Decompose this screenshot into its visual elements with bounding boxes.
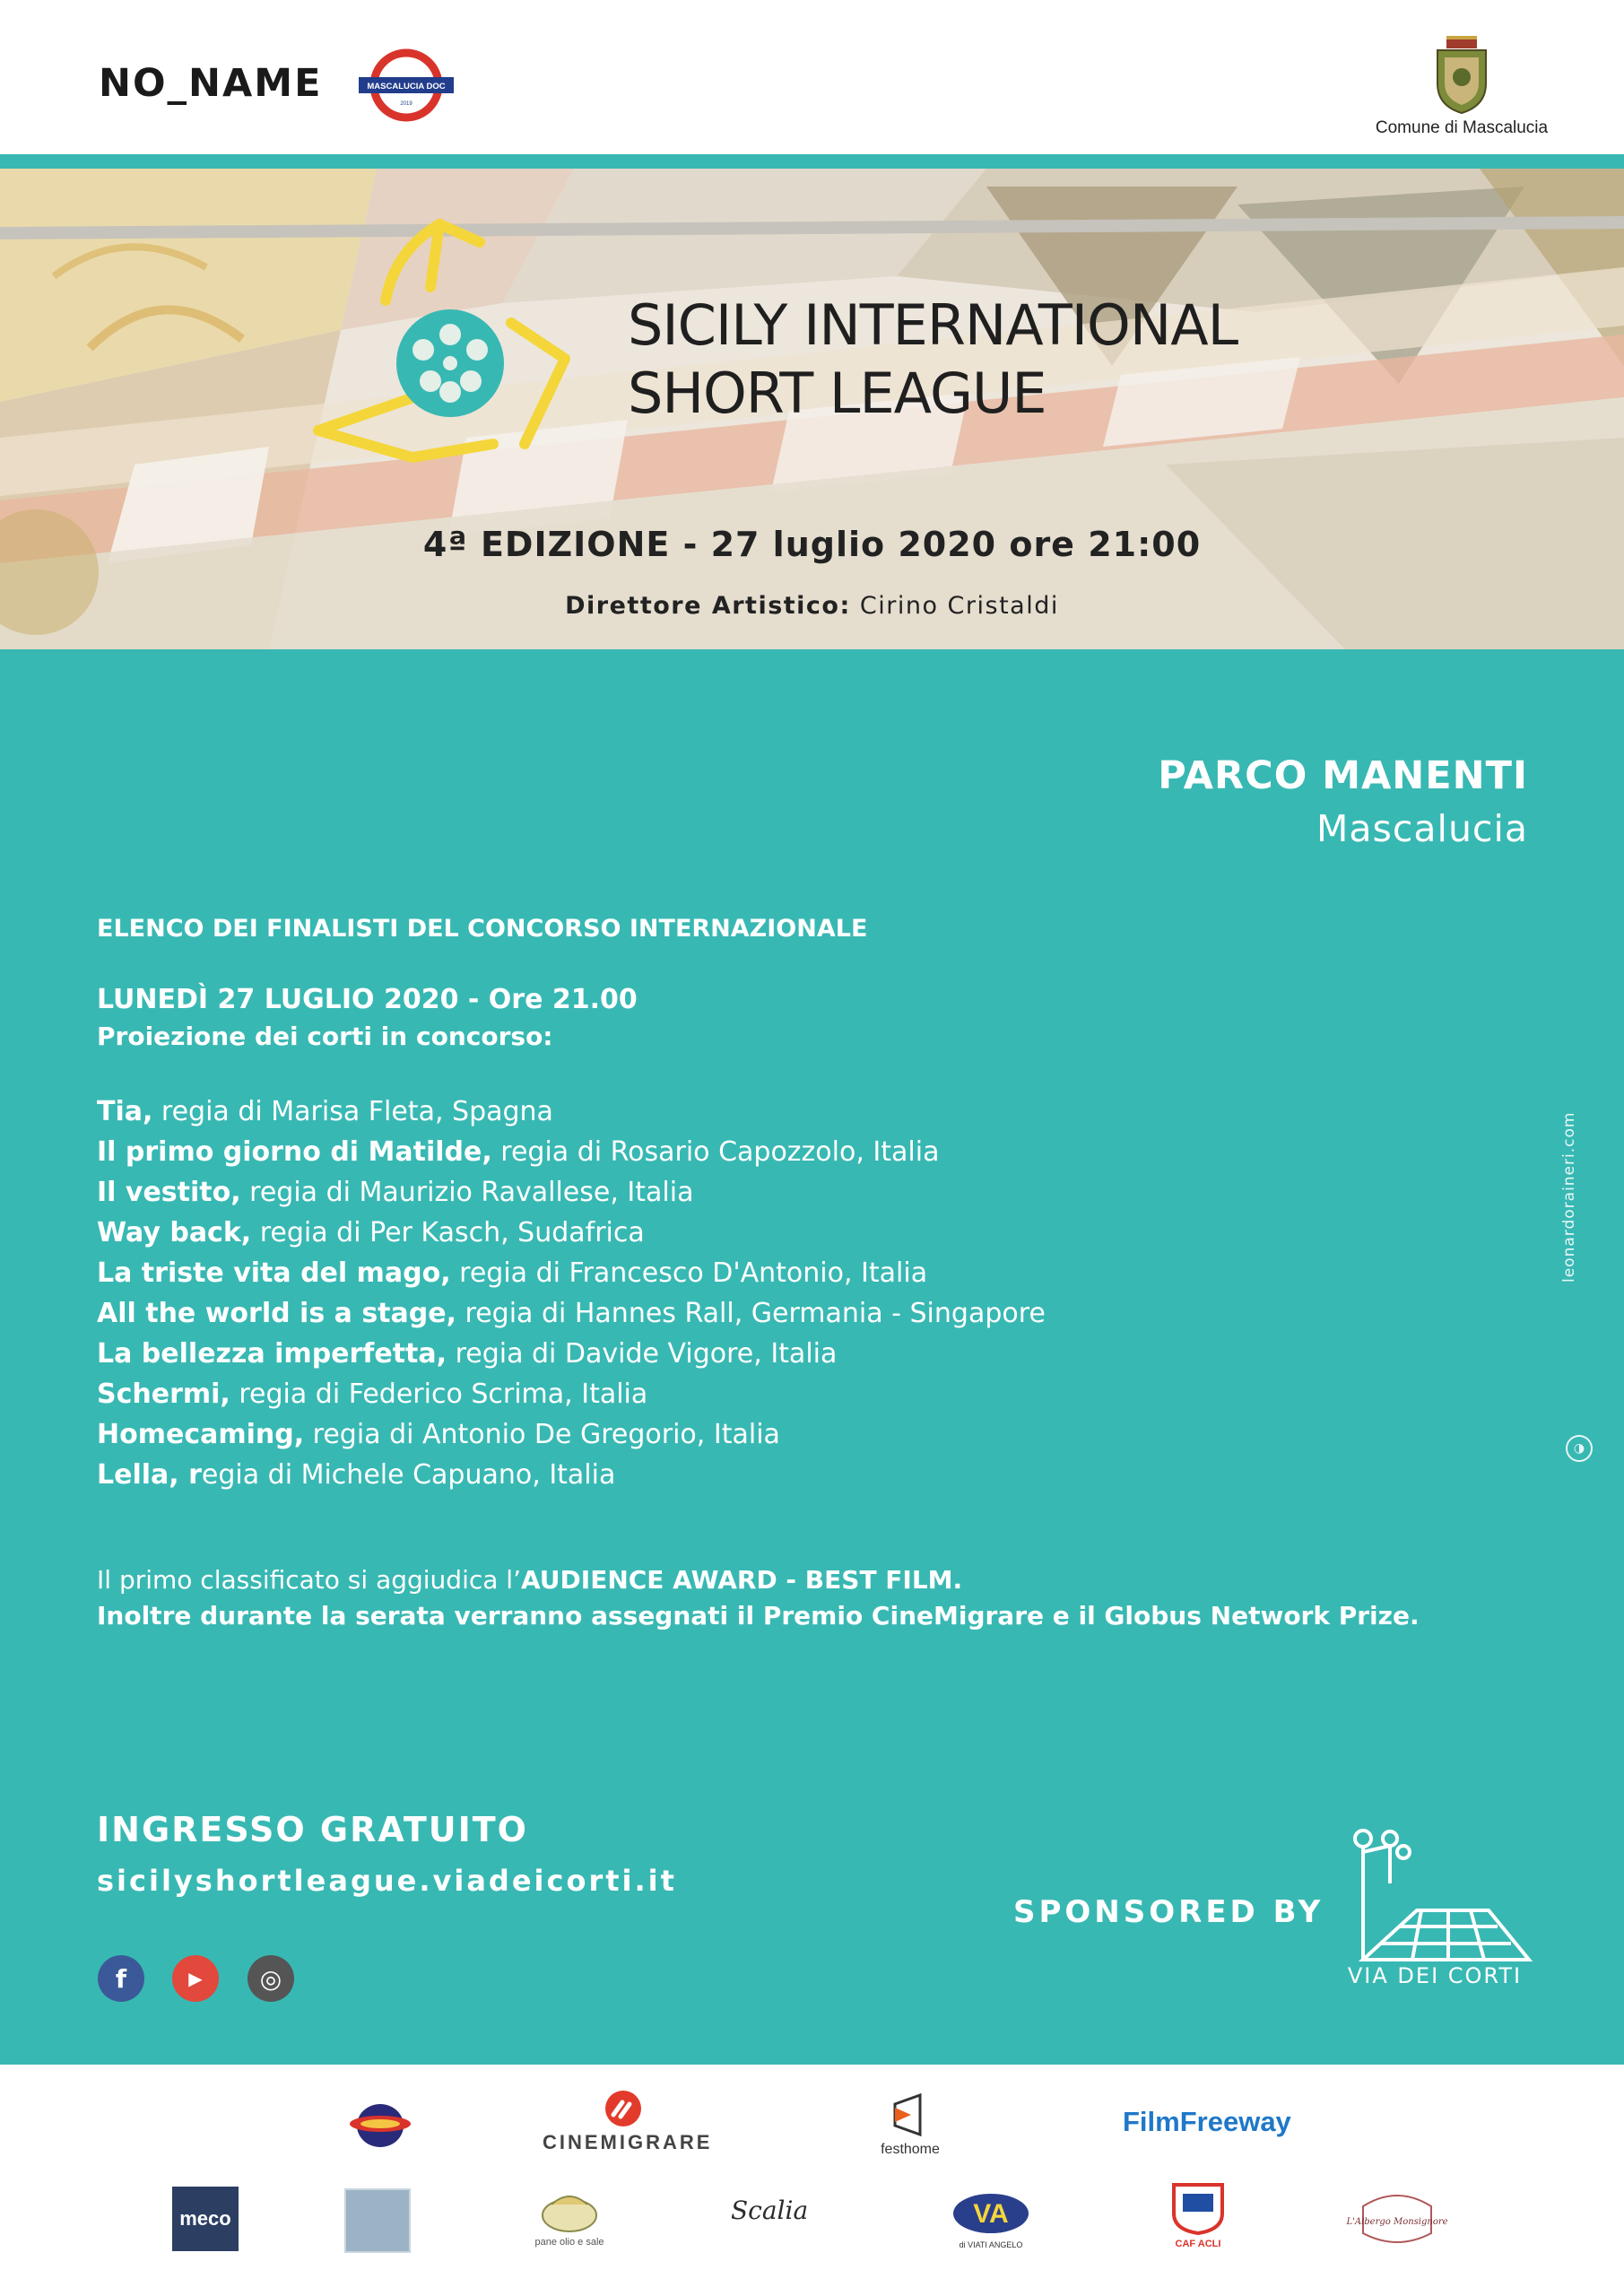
edition-date: 4ª EDIZIONE - 27 luglio 2020 ore 21:00	[422, 525, 1202, 564]
noname-logo: NO_NAME	[99, 61, 323, 106]
albergo-monsignore-icon	[1346, 2188, 1448, 2248]
divider-stripe	[0, 154, 1624, 169]
sponsor-strip	[0, 2065, 1624, 2296]
director-name: Cirino Cristaldi	[859, 592, 1059, 620]
designer-credit: leonardoraineri.com	[1560, 1111, 1578, 1283]
sponsored-by-label: SPONSORED BY	[1013, 1894, 1324, 1930]
globus-logo	[348, 2099, 413, 2149]
comune-label: Comune di Mascalucia	[1375, 118, 1549, 137]
meco-logo	[172, 2187, 239, 2251]
caf-acli-text: CAF ACLI	[1175, 2239, 1221, 2249]
free-entry: INGRESSO GRATUITO	[97, 1810, 528, 1849]
film-details: regia di Davide Vigore, Italia	[447, 1338, 838, 1370]
caf-acli-logo	[1162, 2181, 1234, 2249]
cinemigrare-mark-icon	[603, 2090, 644, 2127]
film-item	[97, 1091, 1046, 1132]
director-label: Direttore Artistico:	[565, 592, 851, 620]
venue-city: Mascalucia	[1316, 807, 1528, 850]
film-title: Way back,	[97, 1217, 252, 1248]
film-details: regia di Rosario Capozzolo, Italia	[491, 1136, 940, 1168]
mascalucia-doc-logo	[357, 49, 456, 121]
website-link[interactable]: sicilyshortleague.viadeicorti.it	[97, 1864, 677, 1898]
albergo-text: L'Albergo Monsignore	[1346, 2217, 1448, 2227]
film-title: Lella, r	[97, 1459, 202, 1491]
pane-olio-sale-text: pane olio e sale	[534, 2237, 604, 2248]
film-title: Tia,	[97, 1096, 153, 1127]
projection-heading: Proiezione dei corti in concorso:	[97, 1022, 553, 1051]
comune-crest-icon	[1430, 34, 1493, 115]
facebook-icon[interactable]: f	[98, 1955, 144, 2002]
pane-olio-sale-icon	[538, 2188, 601, 2233]
film-title: Homecaming,	[97, 1419, 305, 1450]
pane-olio-sale-logo	[529, 2188, 610, 2248]
film-details: regia di Antonio De Gregorio, Italia	[304, 1419, 780, 1450]
sant-angelo-icon	[948, 2188, 1034, 2237]
film-item	[97, 1253, 1046, 1293]
festhome-text: festhome	[881, 2142, 940, 2157]
film-details: regia di Maurizio Ravallese, Italia	[240, 1177, 694, 1208]
film-item	[97, 1293, 1046, 1334]
award-line	[97, 1565, 962, 1595]
film-details: regia di Francesco D'Antonio, Italia	[450, 1257, 928, 1289]
festhome-mark-icon	[888, 2092, 933, 2138]
via-dei-corti-logo	[1336, 1812, 1533, 1964]
film-item	[97, 1213, 1046, 1253]
venue-name: PARCO MANENTI	[1158, 753, 1528, 798]
film-list	[97, 1091, 1046, 1495]
film-item	[97, 1455, 1046, 1495]
sant-angelo-logo	[946, 2188, 1036, 2249]
film-item	[97, 1172, 1046, 1213]
scalia-logo: Scalia	[731, 2196, 809, 2225]
sant-angelo-text: di VIATI ANGELO	[959, 2240, 1023, 2249]
film-title: Schermi,	[97, 1378, 230, 1410]
screening-date: LUNEDÌ 27 LUGLIO 2020 - Ore 21.00	[97, 984, 638, 1015]
cinemigrare-logo	[543, 2090, 713, 2154]
film-item	[97, 1414, 1046, 1455]
cornice-logo	[344, 2188, 411, 2253]
sponsor-name: VIA DEI CORTI	[1347, 1963, 1523, 1988]
caf-acli-icon	[1168, 2181, 1228, 2235]
instagram-icon[interactable]: ◎	[248, 1955, 294, 2002]
film-title: La bellezza imperfetta,	[97, 1338, 447, 1370]
designer-logo-icon: ◑	[1566, 1435, 1593, 1462]
finalists-heading: ELENCO DEI FINALISTI DEL CONCORSO INTERNAZIONALE	[97, 915, 868, 943]
svg-text:VA: VA	[973, 2199, 1009, 2229]
youtube-glyph: ▶	[188, 1968, 203, 1989]
youtube-icon[interactable]	[172, 1955, 219, 2002]
award-prefix: Il primo classificato si aggiudica l’	[97, 1565, 521, 1595]
film-details: regia di Federico Scrima, Italia	[230, 1378, 648, 1410]
doc-logo-text: MASCALUCIA DOC	[367, 82, 446, 91]
film-item	[97, 1374, 1046, 1414]
doc-logo-year: 2019	[400, 101, 413, 107]
festhome-logo	[865, 2092, 955, 2158]
film-title: Il vestito,	[97, 1177, 241, 1208]
filmfreeway-logo: FilmFreeway	[1123, 2106, 1291, 2137]
film-title: Il primo giorno di Matilde,	[97, 1136, 492, 1168]
event-title	[628, 291, 1238, 428]
film-details: regia di Marisa Fleta, Spagna	[152, 1096, 553, 1127]
award-name: AUDIENCE AWARD - BEST FILM.	[520, 1565, 963, 1595]
film-details: egia di Michele Capuano, Italia	[201, 1459, 616, 1491]
award-line-2: Inoltre durante la serata verranno assegnati il Premio CineMigrare e il Globus Network Prize.	[97, 1601, 1420, 1631]
title-line-2: SHORT LEAGUE	[628, 361, 1046, 426]
artistic-director	[0, 592, 1624, 620]
film-details: regia di Per Kasch, Sudafrica	[251, 1217, 645, 1248]
film-title: La triste vita del mago,	[97, 1257, 451, 1289]
title-line-1: SICILY INTERNATIONAL	[628, 292, 1238, 358]
film-item	[97, 1334, 1046, 1374]
meco-text: meco	[179, 2207, 231, 2230]
albergo-monsignore-logo	[1346, 2188, 1448, 2251]
cinemigrare-text: CINEMIGRARE	[543, 2131, 713, 2153]
film-item	[97, 1132, 1046, 1172]
film-details: regia di Hannes Rall, Germania - Singapore	[456, 1298, 1046, 1329]
film-title: All the world is a stage,	[97, 1298, 456, 1329]
triskelion-logo	[305, 215, 592, 484]
